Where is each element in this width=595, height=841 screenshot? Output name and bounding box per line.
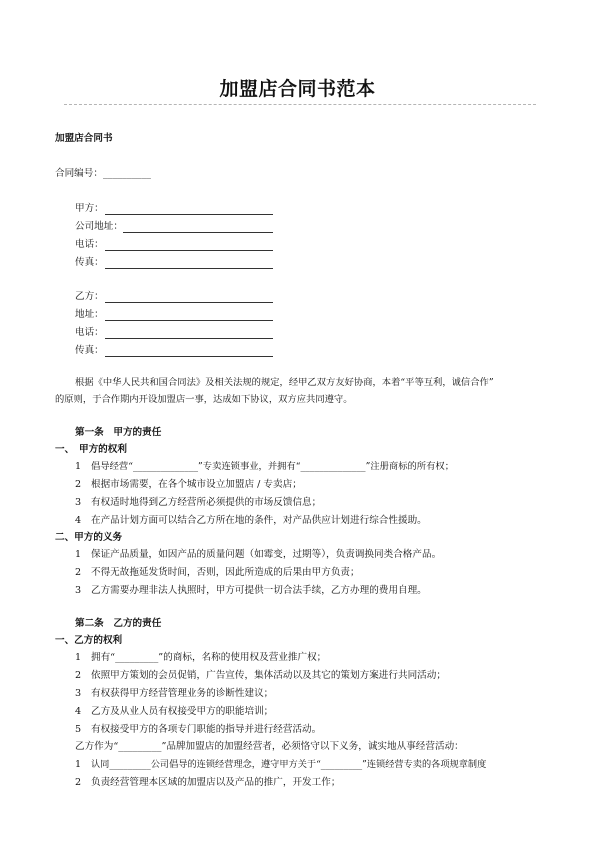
list-item-text: 有权接受甲方的各项专门职能的指导并进行经营活动。 bbox=[91, 724, 322, 735]
item-number: 3 bbox=[75, 585, 82, 596]
document-title: 加盟店合同书范本 bbox=[219, 78, 376, 100]
list-item bbox=[75, 724, 81, 736]
party-b-address-line bbox=[105, 311, 273, 321]
document-subtitle: 加盟店合同书 bbox=[55, 133, 113, 144]
party-b-phone-label: 电话： bbox=[75, 327, 104, 338]
party-b-fax bbox=[75, 345, 104, 357]
list-item-text: 不得无故拖延发货时间，否则，因此所造成的后果由甲方负责； bbox=[91, 567, 360, 578]
contract-number bbox=[55, 168, 151, 180]
list-item bbox=[75, 652, 81, 664]
list-item-text: 有权适时地得到乙方经营所必须提供的市场反馈信息； bbox=[91, 497, 322, 508]
list-item bbox=[75, 670, 81, 682]
item-number: 2 bbox=[75, 777, 82, 788]
item-number: 1 bbox=[75, 759, 82, 770]
list-item-text: 乙方及从业人员有权接受甲方的职能培训； bbox=[91, 706, 274, 717]
party-b-phone-line bbox=[105, 329, 273, 339]
item-number: 1 bbox=[75, 461, 82, 472]
party-a-name-line bbox=[105, 205, 273, 215]
list-item bbox=[75, 479, 81, 491]
article-1-heading: 第一条 甲方的责任 bbox=[75, 427, 162, 438]
list-item bbox=[75, 515, 81, 527]
article-1-duties-heading: 二、甲方的义务 bbox=[55, 532, 123, 543]
item-number: 3 bbox=[75, 497, 82, 508]
article-2-heading: 第二条 乙方的责任 bbox=[75, 618, 162, 629]
list-item-text: 有权获得甲方经营管理业务的诊断性建议； bbox=[91, 688, 274, 699]
preamble-line-2: 的原则，于合作期内开设加盟店一事，达成如下协议，双方应共同遵守。 bbox=[55, 394, 353, 405]
party-a-name-label: 甲方： bbox=[75, 203, 104, 214]
item-number: 1 bbox=[75, 652, 82, 663]
party-b-address bbox=[75, 309, 104, 321]
list-item-text: 依照甲方策划的会员促销，广告宣传，集体活动以及其它的策划方案进行共同活动； bbox=[91, 670, 446, 681]
item-number: 4 bbox=[75, 515, 82, 526]
party-b-phone bbox=[75, 327, 104, 339]
list-item bbox=[75, 549, 81, 561]
list-item bbox=[75, 706, 81, 718]
party-b-name-label: 乙方： bbox=[75, 291, 104, 302]
party-b-name bbox=[75, 291, 104, 303]
list-item-text: 乙方需要办理非法人执照时，甲方可提供一切合法手续，乙方办理的费用自理。 bbox=[91, 585, 427, 596]
party-a-address-label: 公司地址： bbox=[75, 221, 123, 232]
party-a-fax-line bbox=[105, 259, 273, 269]
list-item-text: 认同_________公司倡导的连锁经营理念，遵守甲方关于“_________”连锁经营专卖的各项规章制度 bbox=[91, 759, 487, 770]
item-number: 2 bbox=[75, 479, 82, 490]
item-number: 3 bbox=[75, 688, 82, 699]
list-item bbox=[75, 777, 81, 789]
item-number: 2 bbox=[75, 567, 82, 578]
article-2-rights-heading: 一、乙方的权利 bbox=[55, 635, 123, 646]
article-2-duties-intro: 乙方作为“_________”品牌加盟店的加盟经营者，必须恪守以下义务，诚实地从事经营活动： bbox=[75, 741, 464, 752]
list-item-text: 拥有“_________”的商标，名称的使用权及营业推广权； bbox=[91, 652, 327, 663]
list-item bbox=[75, 567, 81, 579]
contract-number-value: __________ bbox=[102, 168, 151, 179]
preamble-line-1: 根据《中华人民共和国合同法》及相关法规的规定，经甲乙双方友好协商，本着“平等互利，诚信合作” bbox=[75, 377, 494, 388]
list-item-text: 在产品计划方面可以结合乙方所在地的条件，对产品供应计划进行综合性援助。 bbox=[91, 515, 427, 526]
item-number: 2 bbox=[75, 670, 82, 681]
list-item-text: 根据市场需要，在各个城市设立加盟店 / 专卖店； bbox=[91, 479, 302, 490]
party-a-phone-label: 电话： bbox=[75, 239, 104, 250]
party-a-phone-line bbox=[105, 241, 273, 251]
party-b-fax-line bbox=[105, 347, 273, 357]
contract-number-label: 合同编号： bbox=[55, 168, 103, 179]
list-item bbox=[75, 461, 81, 473]
item-number: 5 bbox=[75, 724, 82, 735]
party-a-phone bbox=[75, 239, 104, 251]
party-b-address-label: 地址： bbox=[75, 309, 104, 320]
party-a-fax bbox=[75, 257, 104, 269]
title-divider bbox=[64, 104, 536, 105]
party-b-fax-label: 传真： bbox=[75, 345, 104, 356]
list-item-text: 负责经营管理本区域的加盟店以及产品的推广，开发工作； bbox=[91, 777, 341, 788]
party-b-name-line bbox=[105, 293, 273, 303]
list-item bbox=[75, 759, 81, 771]
party-a-address bbox=[75, 221, 123, 233]
article-1-rights-heading: 一、 甲方的权利 bbox=[55, 444, 127, 455]
item-number: 4 bbox=[75, 706, 82, 717]
party-a-fax-label: 传真： bbox=[75, 257, 104, 268]
item-number: 1 bbox=[75, 549, 82, 560]
list-item bbox=[75, 585, 81, 597]
party-a-address-line bbox=[123, 223, 273, 233]
list-item-text: 倡导经营“______________”专卖连锁事业，并拥有“______________”注册商标的所有权； bbox=[91, 461, 454, 472]
list-item-text: 保证产品质量，如因产品的质量问题（如霉变，过期等），负责调换同类合格产品。 bbox=[91, 549, 442, 560]
list-item bbox=[75, 688, 81, 700]
party-a-name bbox=[75, 203, 104, 215]
list-item bbox=[75, 497, 81, 509]
